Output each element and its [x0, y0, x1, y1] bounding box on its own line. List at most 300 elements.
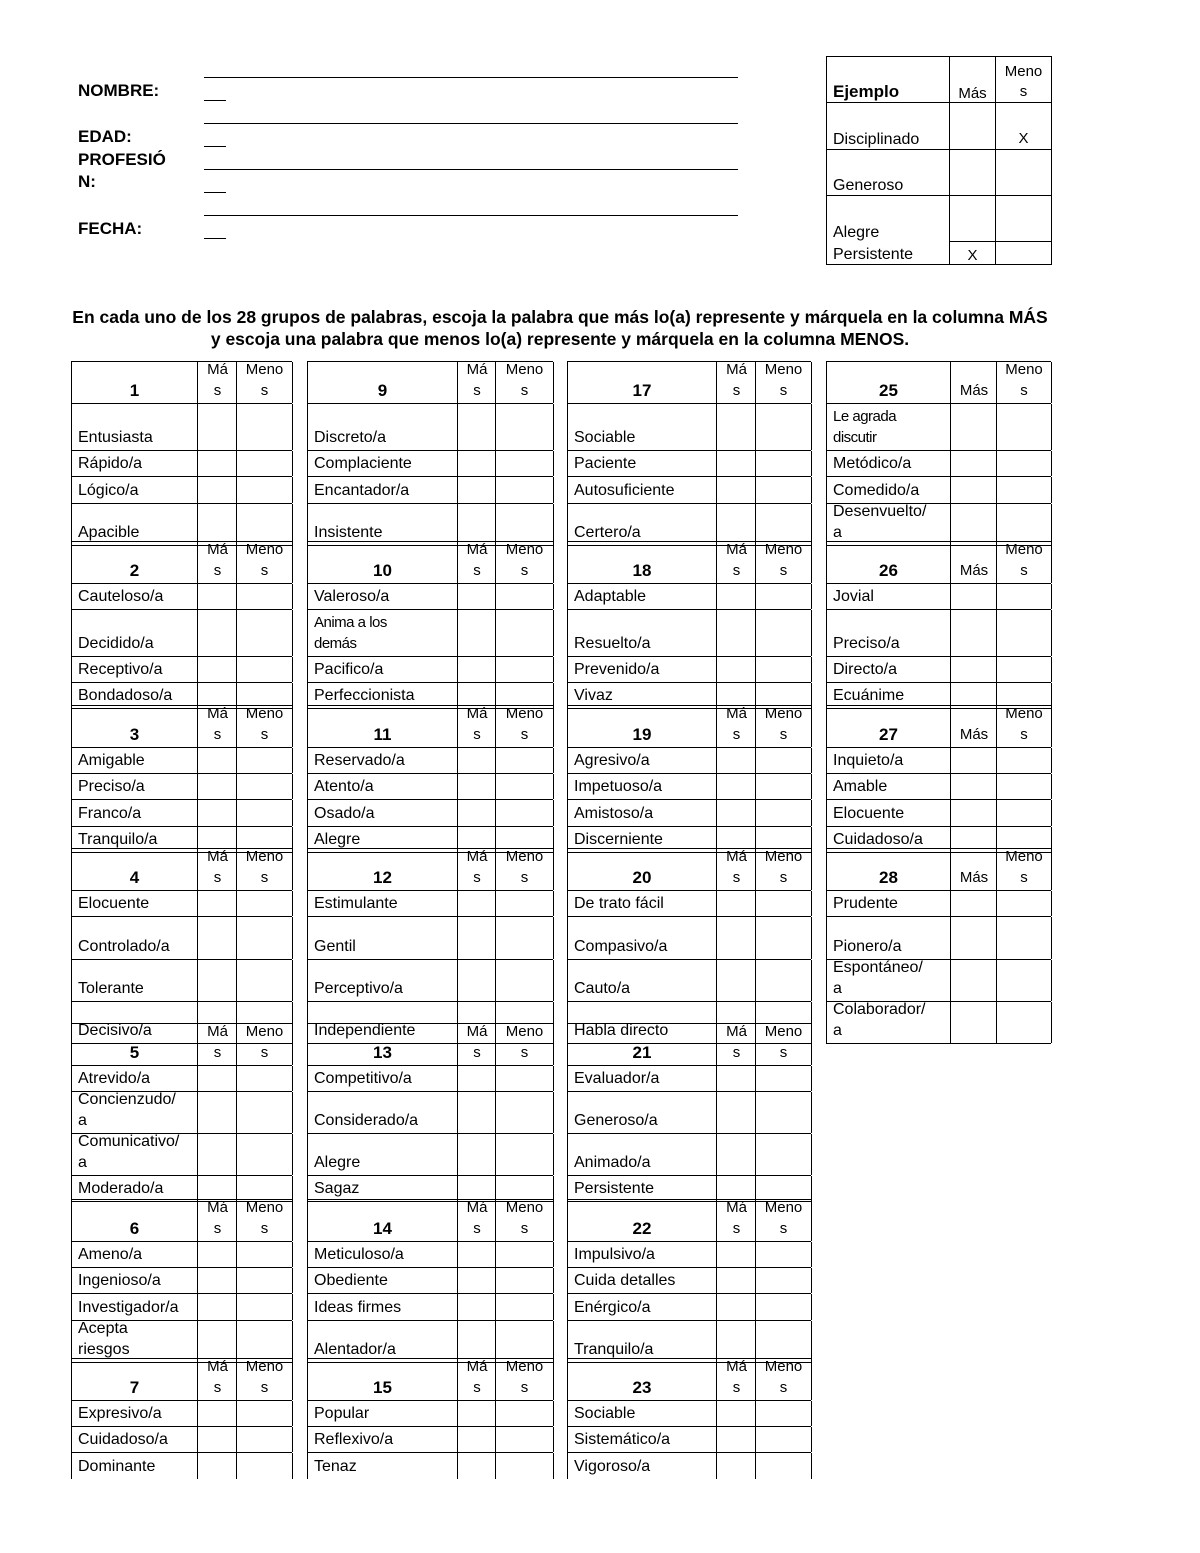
menos-checkbox-cell[interactable]: [495, 451, 554, 476]
word-label: Impulsivo/a: [574, 1246, 655, 1263]
word-row: [568, 1453, 811, 1479]
menos-column-header: [236, 849, 293, 890]
mas-checkbox-cell[interactable]: [197, 1066, 237, 1091]
word-label: Considerado/a: [314, 1112, 419, 1129]
word-label: Vigoroso/a: [574, 1458, 651, 1475]
word-group-11: [307, 705, 553, 853]
mas-checkbox-cell[interactable]: [457, 451, 496, 476]
mas-checkbox-cell[interactable]: [716, 584, 756, 609]
menos-checkbox-cell[interactable]: [755, 891, 812, 916]
mas-checkbox-cell[interactable]: [197, 748, 237, 773]
word-row: [568, 774, 811, 800]
menos-checkbox-cell[interactable]: [236, 610, 293, 656]
word-label: Le agrada discutir: [833, 408, 897, 446]
word-row: [72, 1092, 292, 1134]
field-line-profesion[interactable]: [204, 169, 738, 170]
menos-checkbox-cell[interactable]: [236, 1294, 293, 1320]
menos-checkbox-cell[interactable]: [996, 477, 1052, 503]
mas-checkbox-cell[interactable]: [716, 1401, 756, 1426]
menos-checkbox-cell[interactable]: [236, 960, 293, 1001]
mas-checkbox-cell[interactable]: [457, 800, 496, 826]
mas-checkbox-cell[interactable]: [457, 1294, 496, 1320]
word-row: [827, 477, 1051, 504]
field-line-edad[interactable]: [204, 123, 738, 124]
group-number: 7: [129, 1378, 140, 1397]
menos-checkbox-cell[interactable]: [495, 477, 554, 503]
mas-checkbox-cell[interactable]: [457, 1401, 496, 1426]
mas-checkbox-cell[interactable]: [716, 1294, 756, 1320]
mas-column-header: [457, 362, 496, 403]
menos-checkbox-cell[interactable]: [755, 1134, 812, 1175]
mas-checkbox-cell[interactable]: [197, 1453, 237, 1479]
menos-checkbox-cell[interactable]: [495, 1401, 554, 1426]
mas-column-header: [197, 1024, 237, 1065]
word-row: [72, 610, 292, 657]
word-label: Desenvuelto/ a: [833, 503, 927, 541]
menos-checkbox-cell[interactable]: [236, 1092, 293, 1133]
word-label: Sistemático/a: [574, 1431, 671, 1448]
menos-checkbox-cell[interactable]: [495, 774, 554, 799]
group-header: [827, 706, 1051, 748]
mas-checkbox-cell[interactable]: [457, 610, 496, 656]
mas-label: Má s: [726, 541, 747, 579]
menos-checkbox-cell[interactable]: [755, 477, 812, 503]
menos-checkbox-cell[interactable]: [236, 451, 293, 476]
word-label: Evaluador/a: [574, 1070, 660, 1087]
word-label: Alegre: [314, 1154, 361, 1171]
word-label: Generoso/a: [574, 1112, 658, 1129]
mas-checkbox-cell[interactable]: [716, 774, 756, 799]
mas-checkbox-cell[interactable]: [950, 1002, 997, 1043]
menos-checkbox-cell[interactable]: [755, 610, 812, 656]
menos-checkbox-cell[interactable]: [495, 960, 554, 1001]
word-label: Tenaz: [314, 1458, 357, 1475]
mas-checkbox-cell[interactable]: [457, 1427, 496, 1452]
word-label: Persistente: [574, 1180, 655, 1197]
group-header: [72, 849, 292, 891]
menos-checkbox-cell[interactable]: [495, 610, 554, 656]
mas-column-header: [197, 706, 237, 747]
example-word: Alegre: [827, 196, 950, 242]
word-group-18: [567, 541, 811, 709]
mas-checkbox-cell[interactable]: [197, 584, 237, 609]
group-number: 13: [373, 1043, 392, 1062]
field-blank-profesion: [204, 192, 226, 193]
mas-checkbox-cell[interactable]: [197, 891, 237, 916]
menos-checkbox-cell[interactable]: [236, 1401, 293, 1426]
mas-checkbox-cell[interactable]: [716, 451, 756, 476]
word-row: [308, 451, 553, 477]
field-line-fecha[interactable]: [204, 215, 738, 216]
mas-checkbox-cell[interactable]: [457, 657, 496, 682]
mas-checkbox-cell[interactable]: [457, 404, 496, 450]
word-group-28: [826, 848, 1051, 1044]
word-row: [568, 1268, 811, 1294]
word-group-4: [71, 848, 292, 1044]
word-label: Certero/a: [574, 524, 641, 541]
menos-checkbox-cell[interactable]: [495, 800, 554, 826]
word-label: Enérgico/a: [574, 1299, 651, 1316]
word-label: Concienzudo/ a: [78, 1091, 176, 1129]
field-blank-edad: [204, 146, 226, 147]
group-number: 27: [879, 725, 898, 744]
mas-checkbox-cell[interactable]: [716, 1066, 756, 1091]
example-mas-cell: [950, 150, 996, 196]
menos-checkbox-cell[interactable]: [755, 917, 812, 959]
mas-checkbox-cell[interactable]: [197, 960, 237, 1001]
word-row: [568, 657, 811, 683]
mas-checkbox-cell[interactable]: [716, 1453, 756, 1479]
menos-column-header: [495, 362, 554, 403]
word-group-23: [567, 1358, 811, 1479]
menos-label: Meno s: [505, 541, 544, 579]
mas-checkbox-cell[interactable]: [197, 1427, 237, 1452]
word-row: [827, 584, 1051, 610]
menos-checkbox-cell[interactable]: [495, 1453, 554, 1479]
mas-checkbox-cell[interactable]: [197, 1242, 237, 1267]
menos-checkbox-cell[interactable]: [236, 774, 293, 799]
mas-column-header: [716, 362, 756, 403]
word-label: Discerniente: [574, 831, 663, 848]
menos-checkbox-cell[interactable]: [236, 584, 293, 609]
mas-label: Má s: [207, 1199, 228, 1237]
mas-checkbox-cell[interactable]: [457, 891, 496, 916]
mas-checkbox-cell[interactable]: [716, 891, 756, 916]
word-label: Tolerante: [78, 980, 144, 997]
mas-label: Má s: [466, 361, 488, 399]
mas-checkbox-cell[interactable]: [950, 404, 997, 450]
menos-checkbox-cell[interactable]: [996, 610, 1052, 656]
word-row: [308, 1294, 553, 1321]
menos-checkbox-cell[interactable]: [236, 1242, 293, 1267]
menos-label: Meno s: [245, 1358, 284, 1396]
menos-checkbox-cell[interactable]: [495, 1066, 554, 1091]
word-row: [568, 891, 811, 917]
word-row: [72, 960, 292, 1002]
mas-checkbox-cell[interactable]: [457, 1242, 496, 1267]
word-row: [308, 610, 553, 657]
mas-column-header: [716, 1024, 756, 1065]
menos-checkbox-cell[interactable]: [996, 917, 1052, 959]
mas-checkbox-cell[interactable]: [716, 748, 756, 773]
mas-checkbox-cell[interactable]: [950, 504, 997, 545]
menos-checkbox-cell[interactable]: [236, 891, 293, 916]
mas-checkbox-cell[interactable]: [197, 1294, 237, 1320]
mas-checkbox-cell[interactable]: [197, 774, 237, 799]
mas-checkbox-cell[interactable]: [950, 451, 997, 476]
word-label: Agresivo/a: [574, 752, 650, 769]
menos-checkbox-cell[interactable]: [755, 960, 812, 1001]
menos-checkbox-cell[interactable]: [996, 960, 1052, 1001]
mas-checkbox-cell[interactable]: [457, 1453, 496, 1479]
menos-checkbox-cell[interactable]: [996, 657, 1052, 682]
menos-checkbox-cell[interactable]: [495, 1268, 554, 1293]
menos-checkbox-cell[interactable]: [755, 800, 812, 826]
mas-checkbox-cell[interactable]: [716, 404, 756, 450]
mas-checkbox-cell[interactable]: [716, 610, 756, 656]
mas-checkbox-cell[interactable]: [950, 657, 997, 682]
word-label: Inquieto/a: [833, 752, 904, 769]
word-group-15: [307, 1358, 553, 1479]
example-menos-header: Meno s: [996, 57, 1052, 103]
word-label: Prevenido/a: [574, 661, 660, 678]
group-header: [72, 1359, 292, 1401]
menos-checkbox-cell[interactable]: [236, 1268, 293, 1293]
menos-checkbox-cell[interactable]: [495, 657, 554, 682]
menos-checkbox-cell[interactable]: [236, 1066, 293, 1091]
mas-checkbox-cell[interactable]: [197, 610, 237, 656]
menos-checkbox-cell[interactable]: [755, 1453, 812, 1479]
mas-checkbox-cell[interactable]: [457, 748, 496, 773]
word-row: [308, 960, 553, 1002]
menos-checkbox-cell[interactable]: [755, 1294, 812, 1320]
menos-checkbox-cell[interactable]: [755, 1401, 812, 1426]
mas-checkbox-cell[interactable]: [716, 657, 756, 682]
word-label: Valeroso/a: [314, 588, 390, 605]
mas-checkbox-cell[interactable]: [950, 891, 997, 916]
group-header: [72, 1200, 292, 1242]
word-row: [568, 1427, 811, 1453]
group-header: [72, 542, 292, 584]
mas-checkbox-cell[interactable]: [950, 800, 997, 826]
word-row: [72, 917, 292, 960]
group-number: 21: [632, 1043, 652, 1062]
menos-column-header: [495, 1024, 554, 1065]
menos-column-header: [236, 542, 293, 583]
menos-column-header: [236, 362, 293, 403]
mas-checkbox-cell[interactable]: [457, 960, 496, 1001]
menos-checkbox-cell[interactable]: [755, 404, 812, 450]
word-row: [827, 451, 1051, 477]
mas-checkbox-cell[interactable]: [716, 800, 756, 826]
menos-checkbox-cell[interactable]: [996, 1002, 1052, 1043]
mas-checkbox-cell[interactable]: [197, 451, 237, 476]
word-label: Reservado/a: [314, 752, 405, 769]
group-header: [308, 1359, 553, 1401]
field-blank-nombre: [204, 100, 226, 101]
mas-column-header: [457, 542, 496, 583]
menos-checkbox-cell[interactable]: [236, 1427, 293, 1452]
mas-checkbox-cell[interactable]: [457, 1134, 496, 1175]
word-label: Acepta riesgos: [78, 1320, 130, 1358]
word-row: [308, 584, 553, 610]
word-group-3: [71, 705, 292, 853]
menos-label: Meno s: [505, 705, 544, 743]
menos-checkbox-cell[interactable]: [996, 584, 1052, 609]
group-header: [72, 1024, 292, 1066]
word-row: [827, 960, 1051, 1002]
mas-checkbox-cell[interactable]: [716, 917, 756, 959]
mas-checkbox-cell[interactable]: [457, 1268, 496, 1293]
mas-checkbox-cell[interactable]: [716, 477, 756, 503]
word-label: Competitivo/a: [314, 1070, 412, 1087]
mas-checkbox-cell[interactable]: [197, 1134, 237, 1175]
mas-column-header: [197, 1200, 237, 1241]
word-group-7: [71, 1358, 292, 1479]
menos-checkbox-cell[interactable]: [236, 1453, 293, 1479]
menos-checkbox-cell[interactable]: [996, 800, 1052, 826]
menos-checkbox-cell[interactable]: [996, 774, 1052, 799]
example-menos-cell: [996, 242, 1052, 265]
field-line-nombre[interactable]: [204, 77, 738, 78]
menos-checkbox-cell[interactable]: [236, 404, 293, 450]
word-row: [568, 1401, 811, 1427]
mas-column-header: [950, 362, 997, 403]
mas-checkbox-cell[interactable]: [716, 1427, 756, 1452]
word-label: Vivaz: [574, 687, 613, 704]
group-number: 25: [879, 381, 898, 400]
word-row: [72, 1242, 292, 1268]
menos-label: Meno s: [764, 705, 803, 743]
mas-checkbox-cell[interactable]: [197, 1092, 237, 1133]
menos-checkbox-cell[interactable]: [755, 1427, 812, 1452]
word-row: [568, 917, 811, 960]
menos-checkbox-cell[interactable]: [495, 1134, 554, 1175]
menos-checkbox-cell[interactable]: [755, 657, 812, 682]
group-header: [72, 706, 292, 748]
word-label: Sagaz: [314, 1180, 360, 1197]
group-number: 11: [373, 725, 392, 744]
mas-checkbox-cell[interactable]: [716, 1242, 756, 1267]
menos-checkbox-cell[interactable]: [755, 1242, 812, 1267]
mas-checkbox-cell[interactable]: [457, 477, 496, 503]
group-number: 15: [373, 1378, 392, 1397]
word-row: [72, 1401, 292, 1427]
mas-column-header: [950, 706, 997, 747]
menos-checkbox-cell[interactable]: [495, 1294, 554, 1320]
mas-label: Más: [959, 382, 989, 399]
word-row: [568, 1134, 811, 1176]
word-group-21: [567, 1023, 811, 1202]
mas-label: Má s: [207, 541, 228, 579]
menos-checkbox-cell[interactable]: [755, 1268, 812, 1293]
word-row: [72, 657, 292, 683]
word-group-5: [71, 1023, 292, 1202]
example-menos-cell: X: [996, 103, 1052, 150]
menos-checkbox-cell[interactable]: [236, 1134, 293, 1175]
menos-checkbox-cell[interactable]: [996, 404, 1052, 450]
word-label: Alegre: [314, 831, 361, 848]
group-number: 2: [129, 561, 140, 580]
mas-checkbox-cell[interactable]: [950, 477, 997, 503]
field-label-fecha: FECHA:: [78, 219, 143, 238]
mas-label: Má s: [207, 848, 228, 886]
menos-checkbox-cell[interactable]: [495, 748, 554, 773]
word-label: Cuidadoso/a: [833, 831, 923, 848]
word-label: Independiente: [314, 1022, 416, 1039]
group-number: 5: [129, 1043, 140, 1062]
word-row: [308, 1453, 553, 1479]
group-number: 19: [632, 725, 652, 744]
mas-checkbox-cell[interactable]: [950, 610, 997, 656]
mas-checkbox-cell[interactable]: [950, 917, 997, 959]
word-label: Cauteloso/a: [78, 588, 164, 605]
group-header: [72, 362, 292, 404]
mas-column-header: [457, 1359, 496, 1400]
mas-checkbox-cell[interactable]: [197, 657, 237, 682]
menos-checkbox-cell[interactable]: [755, 748, 812, 773]
mas-checkbox-cell[interactable]: [197, 1401, 237, 1426]
mas-checkbox-cell[interactable]: [197, 917, 237, 959]
menos-checkbox-cell[interactable]: [495, 891, 554, 916]
word-label: Sociable: [574, 1405, 636, 1422]
mas-checkbox-cell[interactable]: [716, 1134, 756, 1175]
menos-checkbox-cell[interactable]: [236, 917, 293, 959]
menos-checkbox-cell[interactable]: [495, 1092, 554, 1133]
menos-checkbox-cell[interactable]: [495, 584, 554, 609]
mas-checkbox-cell[interactable]: [197, 404, 237, 450]
mas-checkbox-cell[interactable]: [950, 748, 997, 773]
mas-checkbox-cell[interactable]: [457, 917, 496, 959]
group-number: 23: [632, 1378, 652, 1397]
field-label-edad: EDAD:: [78, 127, 132, 146]
mas-column-header: [457, 849, 496, 890]
menos-column-header: [755, 362, 812, 403]
menos-column-header: [996, 362, 1052, 403]
menos-checkbox-cell[interactable]: [755, 584, 812, 609]
group-header: [827, 542, 1051, 584]
word-label: Expresivo/a: [78, 1405, 162, 1422]
menos-checkbox-cell[interactable]: [755, 451, 812, 476]
menos-checkbox-cell[interactable]: [996, 451, 1052, 476]
menos-checkbox-cell[interactable]: [495, 404, 554, 450]
word-row: [72, 1427, 292, 1453]
word-label: Compasivo/a: [574, 938, 668, 955]
mas-checkbox-cell[interactable]: [950, 960, 997, 1001]
menos-label: Meno s: [245, 1199, 284, 1237]
group-header: [308, 1200, 553, 1242]
menos-checkbox-cell[interactable]: [236, 748, 293, 773]
menos-label: Meno s: [1005, 848, 1043, 886]
menos-checkbox-cell[interactable]: [996, 748, 1052, 773]
menos-checkbox-cell[interactable]: [236, 477, 293, 503]
mas-checkbox-cell[interactable]: [197, 800, 237, 826]
group-header: [568, 849, 811, 891]
menos-checkbox-cell[interactable]: [755, 774, 812, 799]
word-label: Elocuente: [833, 805, 905, 822]
mas-checkbox-cell[interactable]: [716, 1268, 756, 1293]
mas-label: Más: [959, 562, 989, 579]
mas-checkbox-cell[interactable]: [197, 477, 237, 503]
word-row: [308, 774, 553, 800]
mas-label: Má s: [726, 361, 747, 399]
mas-checkbox-cell[interactable]: [457, 584, 496, 609]
group-header: [568, 1359, 811, 1401]
mas-checkbox-cell[interactable]: [457, 1092, 496, 1133]
word-row: [568, 748, 811, 774]
menos-checkbox-cell[interactable]: [495, 1427, 554, 1452]
menos-checkbox-cell[interactable]: [495, 917, 554, 959]
mas-checkbox-cell[interactable]: [716, 960, 756, 1001]
mas-checkbox-cell[interactable]: [950, 584, 997, 609]
menos-checkbox-cell[interactable]: [996, 891, 1052, 916]
menos-checkbox-cell[interactable]: [755, 1066, 812, 1091]
word-label: Animado/a: [574, 1154, 651, 1171]
menos-column-header: [755, 1200, 812, 1241]
mas-checkbox-cell[interactable]: [457, 774, 496, 799]
mas-checkbox-cell[interactable]: [197, 1268, 237, 1293]
word-label: Impetuoso/a: [574, 778, 663, 795]
mas-checkbox-cell[interactable]: [716, 1092, 756, 1133]
mas-checkbox-cell[interactable]: [457, 1066, 496, 1091]
word-label: Receptivo/a: [78, 661, 163, 678]
mas-checkbox-cell[interactable]: [950, 774, 997, 799]
menos-checkbox-cell[interactable]: [236, 800, 293, 826]
word-row: [72, 1294, 292, 1321]
menos-checkbox-cell[interactable]: [755, 1092, 812, 1133]
menos-checkbox-cell[interactable]: [495, 1242, 554, 1267]
menos-checkbox-cell[interactable]: [236, 657, 293, 682]
